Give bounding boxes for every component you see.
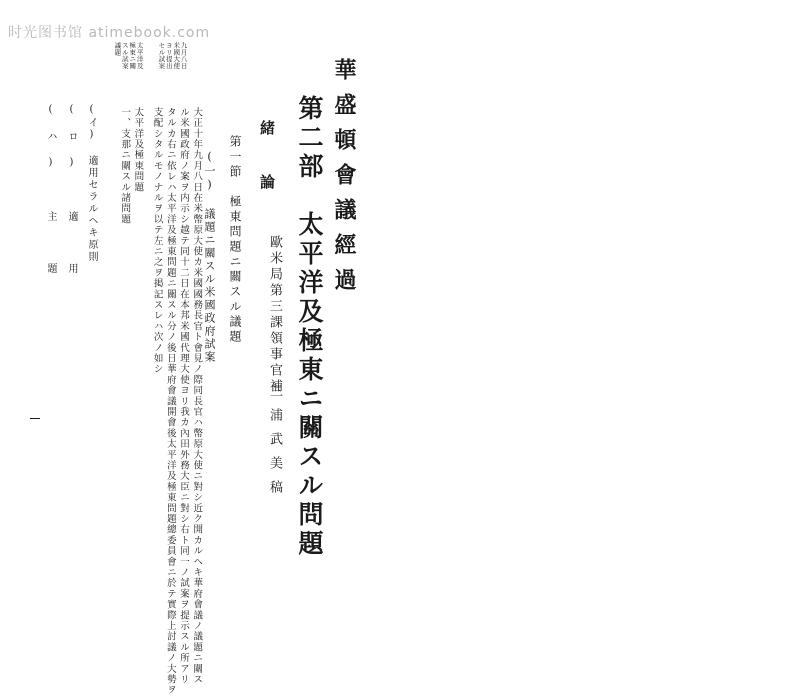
- body-paragraph: [118, 107, 203, 696]
- note-line: 極東ニ關: [128, 42, 137, 69]
- body-line: 支配シタルモノナルヲ以テ左ニ之ヲ掲記スレハ次ノ如シ: [151, 107, 163, 375]
- watermark: 时光图书馆 atimebook.com: [8, 25, 211, 41]
- author-name: 三浦武美稿: [267, 384, 282, 504]
- note-line: 議題: [113, 42, 122, 56]
- note-line: 太平洋及: [135, 42, 144, 69]
- margin-note-upper: [157, 42, 187, 69]
- author-position: 歐米局第三課領事官補: [267, 235, 282, 395]
- body-line: ル米國政府ノ案ヲ内示シ越テ同十二日在本邦米國代理大使ヨリ我カ內田外務大臣ニ對シ右ト同一ノ試案ヲ提示スル所アリ: [178, 107, 190, 685]
- margin-note-lower: [113, 42, 143, 69]
- body-line: タルカ右ニ依レハ太平洋及極東問題ニ關スル分ノ後日華府會議開會後太平洋及極東問題總委員會ニ於テ實際上討議ノ大勢ヲ: [164, 107, 176, 696]
- note-line: ヨリ提出: [164, 42, 173, 69]
- intro-heading: 緒 論: [258, 120, 276, 201]
- book-title: 華盛頓會議經過: [331, 58, 357, 303]
- section1-heading: 第一節 極東問題ニ關スル議題: [228, 135, 242, 345]
- part-title: 第二部 太平洋及極東ニ關スル問題: [295, 95, 324, 559]
- note-line: 九月八日: [179, 42, 188, 69]
- note-line: 米國大使: [172, 42, 181, 69]
- toc-item-china: 一、支那ニ關スル諸問題: [119, 107, 131, 225]
- page-number: [30, 418, 40, 419]
- toc-item-principles: (イ) 適用セラルヘキ原則: [86, 104, 97, 263]
- toc-item-application: (ロ) 適 用: [66, 104, 77, 289]
- note-line: セル試案: [157, 42, 166, 69]
- subsection1-heading: (一) 議題ニ關スル米國政府試案: [203, 150, 216, 364]
- toc-heading: 太平洋及極東問題: [132, 107, 144, 193]
- note-line: スル試案: [120, 42, 129, 69]
- body-line: 大正十年九月八日在米幣原大使カ米國國務長官ト會見ノ際同長官ハ幣原大使ニ對シ近ク開カルヘキ華府會議ノ議題ニ關ス: [191, 107, 203, 685]
- toc-item-subject: (ハ) 主 題: [45, 104, 56, 289]
